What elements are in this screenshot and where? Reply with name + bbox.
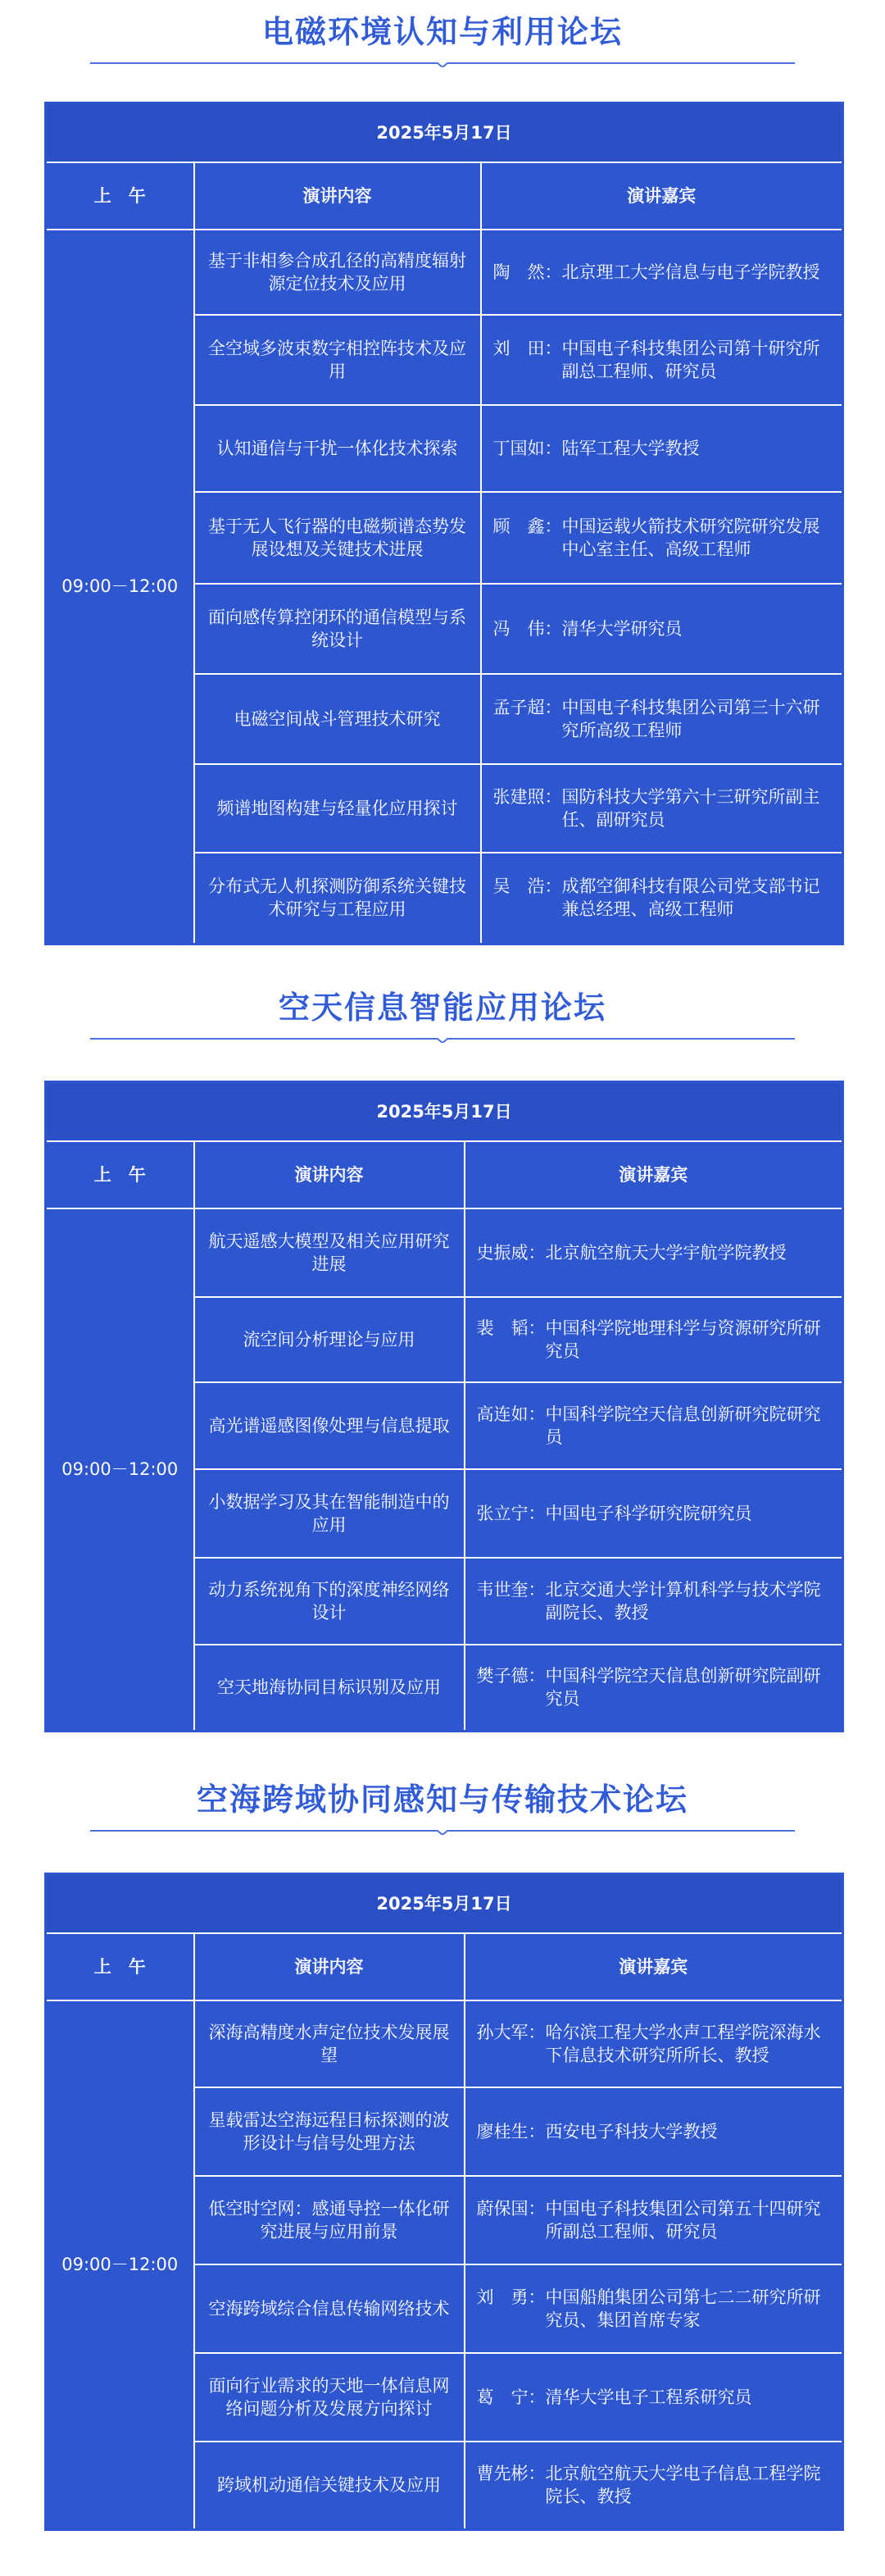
schedule-table-1	[44, 102, 844, 945]
talk-topic: 空海跨域综合信息传输网络技术	[194, 2264, 465, 2353]
date-cell: 2025年5月17日	[46, 1874, 843, 1933]
speaker-name: 廖桂生：	[476, 2121, 546, 2141]
schedule-table-3	[44, 1873, 844, 2531]
speaker-name: 张建照：	[492, 786, 562, 807]
speaker-name: 冯 伟：	[492, 618, 562, 639]
talk-topic: 电磁空间战斗管理技术研究	[194, 674, 481, 764]
speaker-title: 成都空御科技有限公司党支部书记兼总经理、高级工程师	[561, 876, 820, 920]
talk-speaker	[465, 2000, 843, 2087]
title-divider	[90, 1825, 795, 1836]
speaker-name: 樊子德：	[476, 1666, 546, 1686]
period-header: 上 午	[46, 162, 194, 230]
speaker-title: 哈尔滨工程大学水声工程学院深海水下信息技术研究所所长、教授	[545, 2022, 821, 2065]
speaker-name: 陶 然：	[492, 262, 562, 282]
talk-topic: 动力系统视角下的深度神经网络设计	[194, 1558, 465, 1645]
speaker-name: 吴 浩：	[492, 876, 562, 897]
speaker-header: 演讲嘉宾	[481, 162, 843, 230]
topic-header: 演讲内容	[194, 1933, 465, 2000]
speaker-name: 顾 鑫：	[492, 516, 562, 536]
talk-topic: 基于非相参合成孔径的高精度辐射源定位技术及应用	[194, 230, 481, 315]
date-cell: 2025年5月17日	[46, 103, 843, 162]
speaker-title: 西安电子科技大学教授	[545, 2121, 718, 2141]
talk-topic: 低空时空网：感通导控一体化研究进展与应用前景	[194, 2176, 465, 2264]
talk-speaker	[465, 1208, 843, 1297]
speaker-name: 葛 宁：	[476, 2387, 546, 2407]
speaker-title: 北京航空航天大学宇航学院教授	[545, 1242, 787, 1263]
talk-speaker	[481, 584, 843, 674]
talk-topic: 流空间分析理论与应用	[194, 1297, 465, 1382]
speaker-title: 国防科技大学第六十三研究所副主任、副研究员	[561, 786, 820, 830]
speaker-name: 韦世奎：	[476, 1579, 546, 1600]
speaker-name: 刘 田：	[492, 338, 562, 358]
talk-topic: 航天遥感大模型及相关应用研究进展	[194, 1208, 465, 1297]
speaker-title: 清华大学研究员	[561, 618, 683, 639]
speaker-name: 孟子超：	[492, 697, 562, 717]
talk-topic: 小数据学习及其在智能制造中的应用	[194, 1469, 465, 1558]
talk-topic: 面向行业需求的天地一体信息网络问题分析及发展方向探讨	[194, 2353, 465, 2442]
speaker-name: 裴 韬：	[476, 1318, 546, 1338]
talk-speaker	[465, 1645, 843, 1732]
talk-speaker	[465, 2087, 843, 2176]
forum-2	[0, 987, 885, 1045]
speaker-title: 清华大学电子工程系研究员	[545, 2387, 752, 2407]
speaker-title: 陆军工程大学教授	[561, 438, 700, 458]
forum-title: 空海跨域协同感知与传输技术论坛	[196, 1782, 688, 1818]
speaker-title: 北京理工大学信息与电子学院教授	[561, 262, 820, 282]
talk-speaker	[465, 1382, 843, 1469]
talk-speaker	[465, 2353, 843, 2442]
topic-header: 演讲内容	[194, 1141, 465, 1208]
talk-speaker	[465, 1297, 843, 1382]
speaker-header: 演讲嘉宾	[465, 1141, 843, 1208]
talk-topic: 频谱地图构建与轻量化应用探讨	[194, 764, 481, 853]
period-header: 上 午	[46, 1141, 194, 1208]
talk-topic: 跨域机动通信关键技术及应用	[194, 2442, 465, 2530]
talk-speaker	[481, 405, 843, 492]
speaker-name: 刘 勇：	[476, 2287, 546, 2307]
speaker-title: 中国运载火箭技术研究院研究发展中心室主任、高级工程师	[561, 516, 820, 559]
speaker-name: 蔚保国：	[476, 2198, 546, 2219]
talk-topic: 全空域多波束数字相控阵技术及应用	[194, 315, 481, 405]
speaker-title: 北京交通大学计算机科学与技术学院副院长、教授	[545, 1579, 821, 1623]
time-cell: 09:00－12:00	[46, 2000, 194, 2530]
title-divider	[90, 57, 795, 69]
talk-speaker	[465, 2264, 843, 2353]
forum-title: 空天信息智能应用论坛	[278, 990, 606, 1026]
speaker-title: 中国船舶集团公司第七二二研究所研究员、集团首席专家	[545, 2287, 821, 2330]
forum-3	[0, 1779, 885, 1836]
speaker-title: 中国科学院地理科学与资源研究所研究员	[545, 1318, 821, 1361]
talk-speaker	[481, 853, 843, 944]
talk-topic: 星载雷达空海远程目标探测的波形设计与信号处理方法	[194, 2087, 465, 2176]
speaker-title: 中国电子科技集团公司第三十六研究所高级工程师	[561, 697, 820, 740]
talk-speaker	[465, 1469, 843, 1558]
speaker-title: 中国电子科技集团公司第十研究所副总工程师、研究员	[561, 338, 820, 381]
speaker-name: 高连如：	[476, 1404, 546, 1424]
speaker-name: 曹先彬：	[476, 2464, 546, 2484]
talk-speaker	[481, 674, 843, 764]
forum-1	[0, 11, 885, 69]
speaker-title: 中国科学院空天信息创新研究院副研究员	[545, 1666, 821, 1709]
talk-topic: 分布式无人机探测防御系统关键技术研究与工程应用	[194, 853, 481, 944]
forum-title: 电磁环境认知与利用论坛	[261, 14, 623, 50]
speaker-title: 中国科学院空天信息创新研究院研究员	[545, 1404, 821, 1447]
talk-speaker	[481, 230, 843, 315]
period-header: 上 午	[46, 1933, 194, 2000]
talk-speaker	[465, 1558, 843, 1645]
talk-speaker	[481, 764, 843, 853]
speaker-title: 北京航空航天大学电子信息工程学院院长、教授	[545, 2464, 821, 2507]
talk-speaker	[481, 492, 843, 584]
time-cell: 09:00－12:00	[46, 1208, 194, 1732]
talk-topic: 基于无人飞行器的电磁频谱态势发展设想及关键技术进展	[194, 492, 481, 584]
speaker-title: 中国电子科技集团公司第五十四研究所副总工程师、研究员	[545, 2198, 821, 2241]
speaker-name: 史振威：	[476, 1242, 546, 1263]
talk-topic: 深海高精度水声定位技术发展展望	[194, 2000, 465, 2087]
talk-speaker	[465, 2442, 843, 2530]
schedule-table-2	[44, 1081, 844, 1732]
date-cell: 2025年5月17日	[46, 1082, 843, 1141]
time-cell: 09:00－12:00	[46, 230, 194, 944]
speaker-name: 孙大军：	[476, 2022, 546, 2042]
speaker-name: 张立宁：	[476, 1503, 546, 1523]
talk-speaker	[481, 315, 843, 405]
talk-topic: 高光谱遥感图像处理与信息提取	[194, 1382, 465, 1469]
title-divider	[90, 1033, 795, 1045]
topic-header: 演讲内容	[194, 162, 481, 230]
speaker-name: 丁国如：	[492, 438, 562, 458]
speaker-header: 演讲嘉宾	[465, 1933, 843, 2000]
talk-speaker	[465, 2176, 843, 2264]
speaker-title: 中国电子科学研究院研究员	[545, 1503, 752, 1523]
talk-topic: 认知通信与干扰一体化技术探索	[194, 405, 481, 492]
talk-topic: 面向感传算控闭环的通信模型与系统设计	[194, 584, 481, 674]
talk-topic: 空天地海协同目标识别及应用	[194, 1645, 465, 1732]
